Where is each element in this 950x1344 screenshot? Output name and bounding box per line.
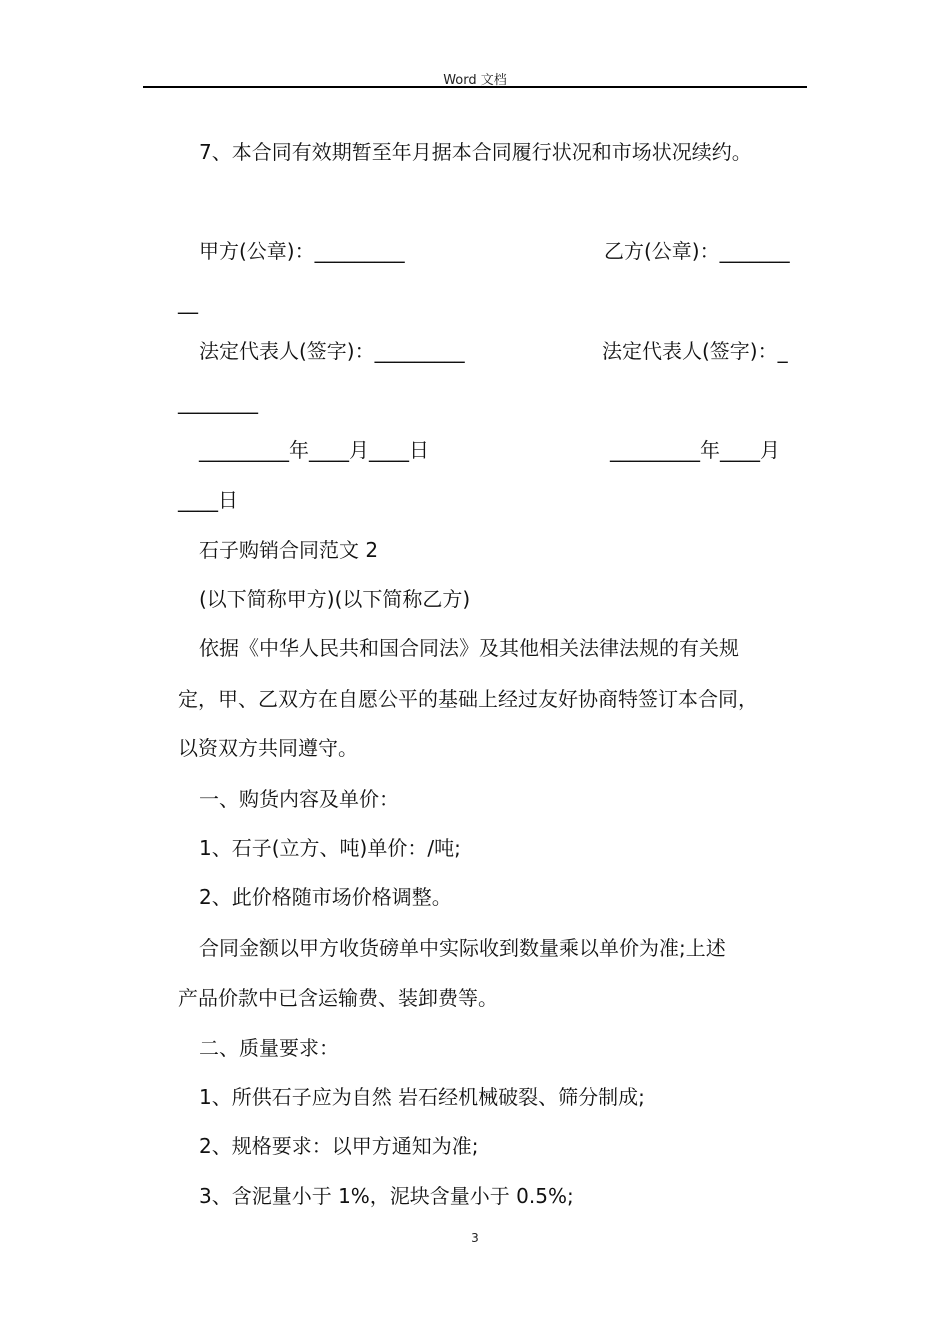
heading-purchase: 一、购货内容及单价： (199, 787, 399, 811)
section-title: 石子购销合同范文 2 (199, 538, 379, 562)
party-a-seal: 甲方(公章)：_________ (199, 239, 405, 263)
legal-rep-b: 法定代表人(签字)：_ (602, 339, 788, 363)
item-2-1: 1、所供石子应为自然 岩石经机械破裂、筛分制成; (199, 1085, 645, 1109)
legal-rep-b-wrap: ________ (178, 390, 258, 414)
header-divider (143, 86, 807, 88)
date-b: _________年____月 (610, 438, 780, 462)
intro-line-2: 定，甲、乙双方在自愿公平的基础上经过友好协商特签订本合同， (178, 687, 758, 711)
item-1-1: 1、石子(立方、吨)单价：/吨; (199, 836, 461, 860)
date-a: _________年____月____日 (199, 438, 429, 462)
party-b-seal: 乙方(公章)：_______ (604, 239, 790, 263)
amount-line-2: 产品价款中已含运输费、装卸费等。 (178, 986, 498, 1010)
date-b-wrap: ____日 (178, 488, 238, 512)
item-2-2: 2、规格要求：以甲方通知为准; (199, 1134, 479, 1158)
item-2-3: 3、含泥量小于 1%，泥块含量小于 0.5%; (199, 1184, 574, 1208)
party-b-seal-wrap: __ (178, 290, 198, 314)
heading-quality: 二、质量要求： (199, 1036, 339, 1060)
page-number: 3 (471, 1231, 479, 1245)
legal-rep-a: 法定代表人(签字)：_________ (199, 339, 465, 363)
page-header: Word 文档 (443, 73, 507, 88)
intro-line-1: 依据《中华人民共和国合同法》及其他相关法律法规的有关规 (199, 636, 739, 660)
item-1-2: 2、此价格随市场价格调整。 (199, 885, 452, 909)
parties-line: (以下简称甲方)(以下简称乙方) (199, 587, 471, 611)
amount-line-1: 合同金额以甲方收货磅单中实际收到数量乘以单价为准;上述 (199, 936, 726, 960)
clause-7: 7、本合同有效期暂至年月据本合同履行状况和市场状况续约。 (199, 140, 752, 164)
intro-line-3: 以资双方共同遵守。 (178, 736, 358, 760)
